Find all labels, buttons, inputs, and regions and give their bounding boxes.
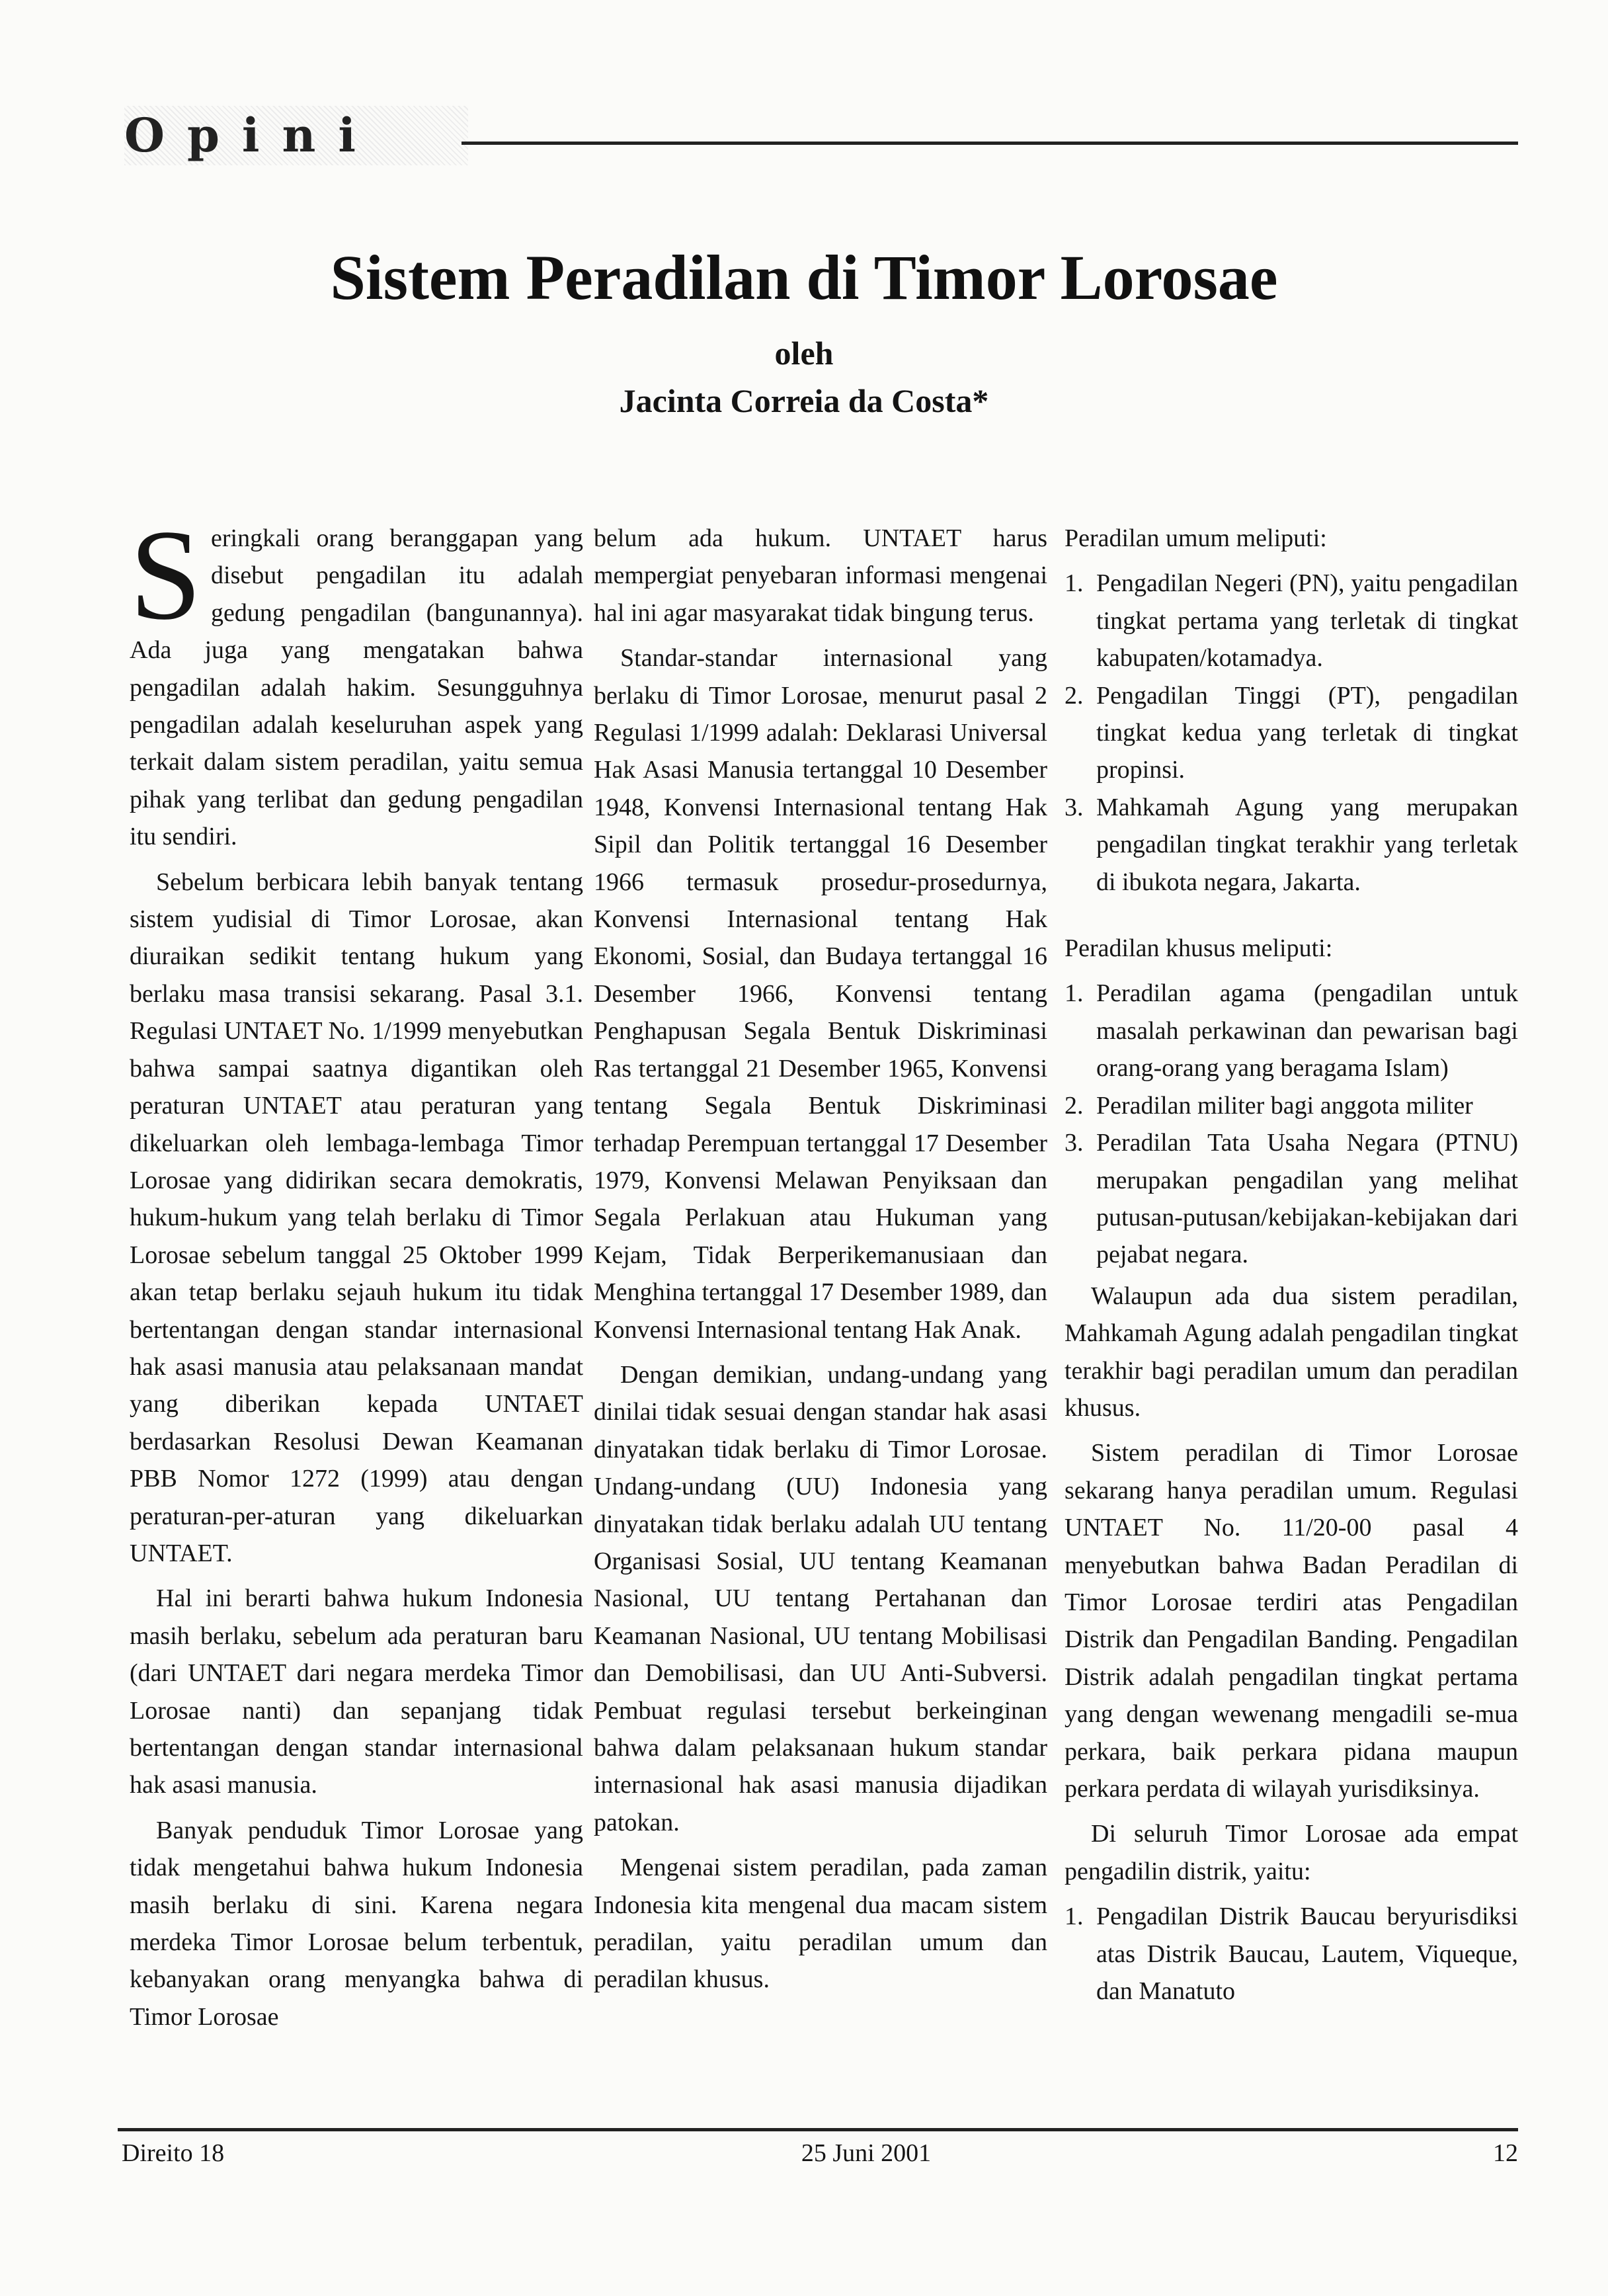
article-column-3 xyxy=(1065,520,1518,2104)
paragraph: Standar-standar internasional yang berlaku di Timor Lorosae, menurut pasal 2 Regulasi 1/1999 adalah: Deklarasi Universal Hak Asasi Manusia tertanggal 10 Desember 1948, Konvensi Internasional tentang Hak Sipil dan Politik tertanggal 16 Desember 1966 termasuk prosedur-prosedurnya, Konvensi Internasional tentang Hak Ekonomi, Sosial, dan Budaya tertanggal 16 Desember 1966, Konvensi tentang Penghapusan Segala Bentuk Diskriminasi Ras tertanggal 21 Desember 1965, Konvensi tentang Segala Bentuk Diskriminasi terhadap Perempuan tertanggal 17 Desember 1979, Konvensi Melawan Penyiksaan dan Segala Perlakuan atau Hukuman yang Kejam, Tidak Berperikemanusiaan dan Menghina tertanggal 17 Desember 1989, dan Konvensi Internasional tentang Hak Anak. xyxy=(594,644,1047,1344)
article-column-2 xyxy=(594,520,1047,2104)
article-title: Sistem Peradilan di Timor Lorosae xyxy=(330,242,1278,313)
list-item: 2. Pengadilan Tinggi (PT), pengadilan tingkat kedua yang terletak di tingkat propinsi. xyxy=(1065,681,1518,784)
list-item: 1. Pengadilan Negeri (PN), yaitu pengadilan tingkat pertama yang terletak di tingkat kabupaten/kotamadya. xyxy=(1065,569,1518,673)
list-item: 3. Peradilan Tata Usaha Negara (PTNU) merupakan pengadilan yang melihat putusan-putusan/kebijakan-kebijakan dari pejabat negara. xyxy=(1065,1129,1518,1269)
paragraph: Hal ini berarti bahwa hukum Indonesia masih berlaku, sebelum ada peraturan baru (dari UNTAET dari negara merdeka Timor Lorosae nanti) dan sepanjang tidak bertentangan dengan standar internasional hak asasi manusia. xyxy=(130,1584,583,1799)
numbered-list xyxy=(1065,1898,1518,2010)
list-heading: Peradilan khusus meliputi: xyxy=(1065,934,1333,963)
paragraph: Mengenai sistem peradilan, pada zaman Indonesia kita mengenal dua macam sistem peradilan, yaitu peradilan umum dan peradilan khusus. xyxy=(594,1854,1047,1994)
list-item: 3. Mahkamah Agung yang merupakan pengadilan tingkat terakhir yang terletak di ibukota negara, Jakarta. xyxy=(1065,793,1518,896)
drop-cap: S xyxy=(130,520,202,647)
paragraph: Banyak penduduk Timor Lorosae yang tidak mengetahui bahwa hukum Indonesia masih berlaku di sini. Karena negara merdeka Timor Lorosae belum terbentuk, kebanyakan orang menyangka bahwa di Timor Lorosae xyxy=(130,1816,583,2031)
paragraph: Dengan demikian, undang-undang yang dinilai tidak sesuai dengan standar hak asasi dinyatakan tidak berlaku di Timor Lorosae. Undang-undang (UU) Indonesia yang dinyatakan tidak berlaku adalah UU tentang Organisasi Sosial, UU tentang Keamanan Nasional, UU tentang Pertahanan dan Keamanan Nasional, UU tentang Mobilisasi dan Demobilisasi, dan UU Anti-Subversi. Pembuat regulasi tersebut berkeinginan bahwa dalam pelaksanaan hukum standar internasional hak asasi manusia dijadikan patokan. xyxy=(594,1360,1047,1836)
section-header xyxy=(118,106,1518,165)
paragraph: Sistem peradilan di Timor Lorosae sekarang hanya peradilan umum. Regulasi UNTAET No. 11/20-00 pasal 4 menyebutkan bahwa Badan Peradilan di Timor Lorosae terdiri atas Pengadilan Distrik dan Pengadilan Banding. Pengadilan Distrik adalah pengadilan tingkat pertama yang dengan wewenang mengadili se-mua perkara, baik perkara pidana maupun perkara perdata di wilayah yurisdiksinya. xyxy=(1065,1439,1518,1803)
list-heading: Peradilan umum meliputi: xyxy=(1065,524,1327,552)
paragraph: Di seluruh Timor Lorosae ada empat pengadilin distrik, yaitu: xyxy=(1065,1820,1518,1885)
author-name: Jacinta Correia da Costa* xyxy=(619,382,989,419)
issue-date: 25 Juni 2001 xyxy=(801,2139,932,2167)
numbered-list xyxy=(1065,975,1518,1273)
byline xyxy=(0,329,1608,425)
paragraph: Sebelum berbicara lebih banyak tentang sistem yudisial di Timor Lorosae, akan diuraikan sedikit tentang hukum yang berlaku masa transisi sekarang. Pasal 3.1. Regulasi UNTAET No. 1/1999 menyebutkan bahwa sampai saatnya digantikan oleh peraturan UNTAET atau peraturan yang dikeluarkan oleh lembaga-lembaga Timor Lorosae yang didirikan secara demokratis, hukum-hukum yang telah berlaku di Timor Lorosae sebelum tanggal 25 Oktober 1999 akan tetap berlaku sejauh hukum itu tidak bertentangan dengan standar internasional hak asasi manusia atau pelaksanaan mandat yang diberikan kepada UNTAET berdasarkan Resolusi Dewan Keamanan PBB Nomor 1272 (1999) atau dengan peraturan-per-aturan yang dikeluarkan UNTAET. xyxy=(130,868,583,1567)
numbered-list xyxy=(1065,565,1518,901)
list-item: 2. Peradilan militer bagi anggota militer xyxy=(1065,1091,1473,1120)
page-number: 12 xyxy=(1493,2139,1518,2167)
paragraph-text: eringkali orang beranggapan yang disebut pengadilan itu adalah gedung pengadilan (bangunannya). Ada juga yang mengatakan bahwa pengadilan adalah hakim. Sesungguhnya pengadilan adalah keseluruhan aspek yang terkait dalam sistem peradilan, yaitu semua pihak yang terlibat dan gedung pengadilan itu sendiri. xyxy=(130,524,583,851)
section-rule xyxy=(462,142,1518,145)
paragraph: belum ada hukum. UNTAET harus mempergiat penyebaran informasi mengenai hal ini agar masyarakat tidak bingung terus. xyxy=(594,524,1047,627)
list-item: 1. Pengadilan Distrik Baucau beryurisdiksi atas Distrik Baucau, Lautem, Viqueque, dan Manatuto xyxy=(1065,1903,1518,2006)
byline-prefix: oleh xyxy=(774,335,834,372)
footer-rule xyxy=(118,2128,1518,2131)
paragraph: Walaupun ada dua sistem peradilan, Mahkamah Agung adalah pengadilan tingkat terakhir bagi peradilan umum dan peradilan khusus. xyxy=(1065,1282,1518,1422)
publication-name: Direito 18 xyxy=(122,2139,225,2167)
article-column-1 xyxy=(130,520,583,2104)
list-item: 1. Peradilan agama (pengadilan untuk masalah perkawinan dan pewarisan bagi orang-orang yang beragama Islam) xyxy=(1065,979,1518,1083)
section-label: Opini xyxy=(124,106,468,165)
paragraph xyxy=(130,520,583,856)
